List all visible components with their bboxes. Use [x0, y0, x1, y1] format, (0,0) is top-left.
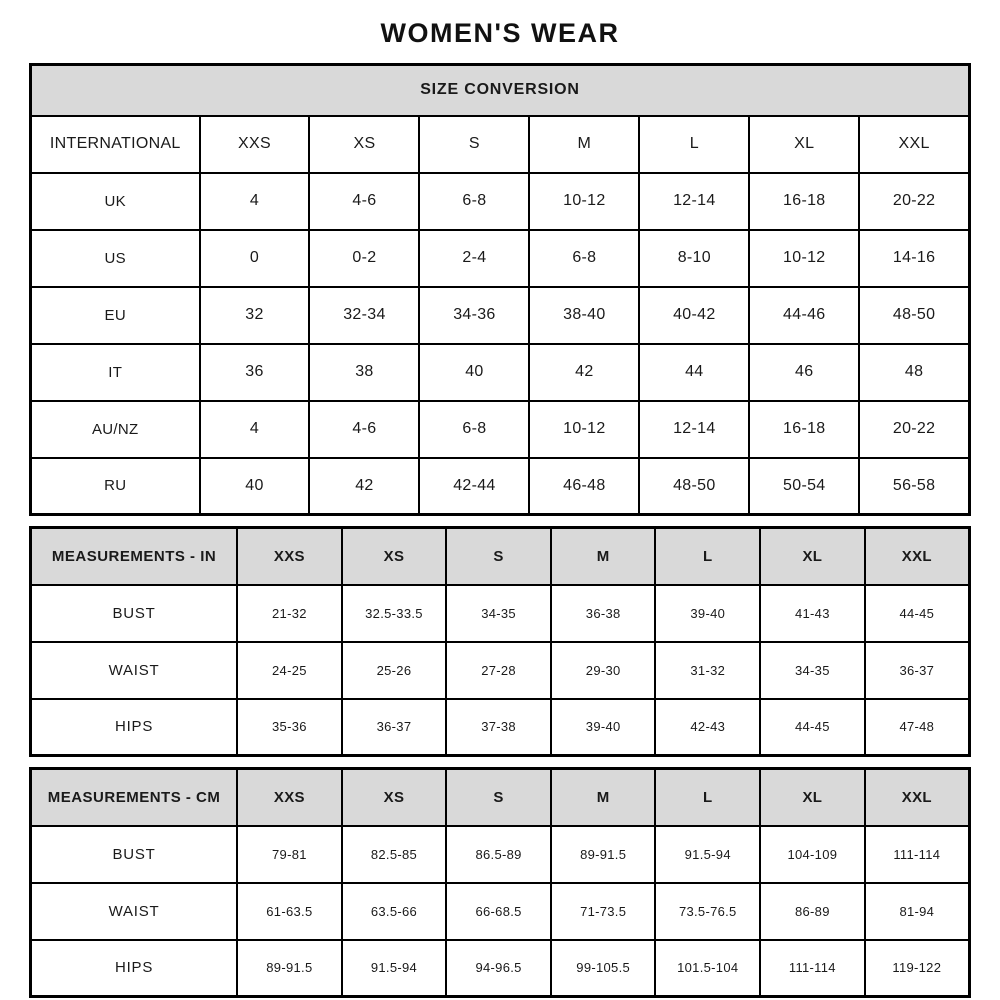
size-conversion-value-cell: 4-6: [309, 173, 419, 230]
measurements-in-size-header-cell: XXL: [865, 528, 970, 585]
measurements-cm-value-cell: 86.5-89: [446, 826, 551, 883]
measurements-in-size-header-cell: L: [655, 528, 760, 585]
size-conversion-row: [31, 344, 970, 401]
measurements-cm-value-cell: 91.5-94: [342, 940, 447, 997]
size-conversion-size-header-cell: L: [639, 116, 749, 173]
measurements-cm-row-label-cell: BUST: [31, 826, 238, 883]
measurements-cm-value-cell: 99-105.5: [551, 940, 656, 997]
measurements-cm-size-header-cell: XS: [342, 769, 447, 826]
size-conversion-value-cell: 38: [309, 344, 419, 401]
measurements-in-value-cell: 24-25: [237, 642, 342, 699]
measurements-cm-value-cell: 81-94: [865, 883, 970, 940]
size-conversion-value-cell: 6-8: [419, 173, 529, 230]
measurements-in-value-cell: 35-36: [237, 699, 342, 756]
size-conversion-value-cell: 44: [639, 344, 749, 401]
size-conversion-row: [31, 173, 970, 230]
size-conversion-value-cell: 2-4: [419, 230, 529, 287]
measurements-in-value-cell: 32.5-33.5: [342, 585, 447, 642]
measurements-cm-size-header-cell: L: [655, 769, 760, 826]
size-conversion-value-cell: 4-6: [309, 401, 419, 458]
size-conversion-value-cell: 20-22: [859, 173, 969, 230]
size-conversion-value-cell: 10-12: [749, 230, 859, 287]
size-conversion-row: [31, 458, 970, 515]
measurements-in-value-cell: 42-43: [655, 699, 760, 756]
size-conversion-value-cell: 48: [859, 344, 969, 401]
measurements-cm-value-cell: 73.5-76.5: [655, 883, 760, 940]
size-conversion-size-header-cell: XL: [749, 116, 859, 173]
size-conversion-value-cell: 0: [200, 230, 310, 287]
size-conversion-row-label-cell: US: [31, 230, 200, 287]
size-conversion-row-label-cell: EU: [31, 287, 200, 344]
size-conversion-value-cell: 48-50: [859, 287, 969, 344]
measurements-in-corner-header-cell: MEASUREMENTS - IN: [31, 528, 238, 585]
size-conversion-value-cell: 42: [529, 344, 639, 401]
measurements-in-column-header-row: [31, 528, 970, 585]
measurements-cm-row-label-cell: HIPS: [31, 940, 238, 997]
measurements-in-value-cell: 29-30: [551, 642, 656, 699]
size-conversion-value-cell: 10-12: [529, 401, 639, 458]
size-conversion-value-cell: 36: [200, 344, 310, 401]
measurements-cm-size-header-cell: S: [446, 769, 551, 826]
size-conversion-row-label-cell: AU/NZ: [31, 401, 200, 458]
size-conversion-size-header-cell: XXS: [200, 116, 310, 173]
size-conversion-value-cell: 10-12: [529, 173, 639, 230]
measurements-cm-column-header-row: [31, 769, 970, 826]
size-conversion-corner-header-cell: INTERNATIONAL: [31, 116, 200, 173]
measurements-in-table-body: [31, 528, 970, 756]
measurements-in-value-cell: 36-37: [342, 699, 447, 756]
measurements-cm-value-cell: 101.5-104: [655, 940, 760, 997]
size-conversion-banner-row: [31, 65, 970, 116]
measurements-cm-corner-header-cell: MEASUREMENTS - CM: [31, 769, 238, 826]
size-conversion-value-cell: 32-34: [309, 287, 419, 344]
size-conversion-value-cell: 12-14: [639, 401, 749, 458]
measurements-cm-size-header-cell: M: [551, 769, 656, 826]
measurements-in-table: [29, 526, 971, 757]
measurements-cm-value-cell: 61-63.5: [237, 883, 342, 940]
measurements-cm-value-cell: 86-89: [760, 883, 865, 940]
size-conversion-banner: SIZE CONVERSION: [31, 65, 970, 116]
measurements-in-value-cell: 34-35: [446, 585, 551, 642]
size-conversion-row: [31, 287, 970, 344]
size-conversion-value-cell: 6-8: [419, 401, 529, 458]
size-conversion-value-cell: 40-42: [639, 287, 749, 344]
measurements-cm-value-cell: 104-109: [760, 826, 865, 883]
size-conversion-value-cell: 4: [200, 401, 310, 458]
size-conversion-value-cell: 12-14: [639, 173, 749, 230]
size-conversion-table-body: [31, 65, 970, 515]
measurements-cm-table: [29, 767, 971, 998]
measurements-in-value-cell: 39-40: [655, 585, 760, 642]
size-conversion-value-cell: 16-18: [749, 401, 859, 458]
size-conversion-row-label-cell: IT: [31, 344, 200, 401]
size-conversion-value-cell: 8-10: [639, 230, 749, 287]
measurements-cm-value-cell: 66-68.5: [446, 883, 551, 940]
measurements-cm-row: [31, 940, 970, 997]
size-conversion-value-cell: 34-36: [419, 287, 529, 344]
measurements-cm-value-cell: 111-114: [865, 826, 970, 883]
measurements-in-row-label-cell: BUST: [31, 585, 238, 642]
measurements-cm-value-cell: 119-122: [865, 940, 970, 997]
size-conversion-value-cell: 6-8: [529, 230, 639, 287]
measurements-in-size-header-cell: XS: [342, 528, 447, 585]
size-conversion-column-header-row: [31, 116, 970, 173]
measurements-cm-value-cell: 71-73.5: [551, 883, 656, 940]
measurements-in-value-cell: 39-40: [551, 699, 656, 756]
measurements-cm-value-cell: 63.5-66: [342, 883, 447, 940]
measurements-cm-size-header-cell: XL: [760, 769, 865, 826]
measurements-cm-row: [31, 883, 970, 940]
size-conversion-value-cell: 56-58: [859, 458, 969, 515]
size-conversion-row: [31, 230, 970, 287]
size-conversion-value-cell: 4: [200, 173, 310, 230]
measurements-in-value-cell: 21-32: [237, 585, 342, 642]
measurements-in-value-cell: 27-28: [446, 642, 551, 699]
measurements-cm-row: [31, 826, 970, 883]
size-conversion-size-header-cell: XXL: [859, 116, 969, 173]
measurements-in-row: [31, 642, 970, 699]
page-title: WOMEN'S WEAR: [380, 18, 620, 48]
size-conversion-value-cell: 40: [419, 344, 529, 401]
measurements-in-value-cell: 41-43: [760, 585, 865, 642]
measurements-in-row: [31, 699, 970, 756]
measurements-cm-value-cell: 91.5-94: [655, 826, 760, 883]
size-conversion-value-cell: 40: [200, 458, 310, 515]
measurements-cm-value-cell: 79-81: [237, 826, 342, 883]
measurements-in-row: [31, 585, 970, 642]
size-conversion-value-cell: 20-22: [859, 401, 969, 458]
measurements-cm-value-cell: 94-96.5: [446, 940, 551, 997]
measurements-in-value-cell: 36-37: [865, 642, 970, 699]
measurements-in-value-cell: 44-45: [865, 585, 970, 642]
size-conversion-row-label-cell: UK: [31, 173, 200, 230]
measurements-in-value-cell: 31-32: [655, 642, 760, 699]
measurements-in-row-label-cell: WAIST: [31, 642, 238, 699]
measurements-cm-value-cell: 82.5-85: [342, 826, 447, 883]
size-conversion-value-cell: 42-44: [419, 458, 529, 515]
measurements-cm-size-header-cell: XXL: [865, 769, 970, 826]
measurements-cm-value-cell: 89-91.5: [237, 940, 342, 997]
measurements-cm-row-label-cell: WAIST: [31, 883, 238, 940]
size-conversion-value-cell: 44-46: [749, 287, 859, 344]
measurements-in-value-cell: 36-38: [551, 585, 656, 642]
measurements-in-size-header-cell: M: [551, 528, 656, 585]
measurements-cm-size-header-cell: XXS: [237, 769, 342, 826]
size-conversion-value-cell: 0-2: [309, 230, 419, 287]
measurements-in-size-header-cell: XXS: [237, 528, 342, 585]
measurements-in-row-label-cell: HIPS: [31, 699, 238, 756]
measurements-in-value-cell: 25-26: [342, 642, 447, 699]
size-conversion-value-cell: 46-48: [529, 458, 639, 515]
size-conversion-row: [31, 401, 970, 458]
measurements-in-size-header-cell: XL: [760, 528, 865, 585]
size-conversion-value-cell: 16-18: [749, 173, 859, 230]
size-conversion-row-label-cell: RU: [31, 458, 200, 515]
measurements-in-value-cell: 47-48: [865, 699, 970, 756]
measurements-in-value-cell: 44-45: [760, 699, 865, 756]
size-conversion-value-cell: 48-50: [639, 458, 749, 515]
measurements-in-value-cell: 37-38: [446, 699, 551, 756]
size-conversion-table: [29, 63, 971, 516]
size-conversion-size-header-cell: S: [419, 116, 529, 173]
measurements-cm-table-body: [31, 769, 970, 997]
measurements-cm-value-cell: 89-91.5: [551, 826, 656, 883]
size-conversion-value-cell: 50-54: [749, 458, 859, 515]
size-conversion-value-cell: 42: [309, 458, 419, 515]
size-conversion-size-header-cell: XS: [309, 116, 419, 173]
size-conversion-size-header-cell: M: [529, 116, 639, 173]
size-conversion-value-cell: 32: [200, 287, 310, 344]
measurements-cm-value-cell: 111-114: [760, 940, 865, 997]
measurements-in-value-cell: 34-35: [760, 642, 865, 699]
size-conversion-value-cell: 38-40: [529, 287, 639, 344]
measurements-in-size-header-cell: S: [446, 528, 551, 585]
size-conversion-value-cell: 14-16: [859, 230, 969, 287]
size-conversion-value-cell: 46: [749, 344, 859, 401]
